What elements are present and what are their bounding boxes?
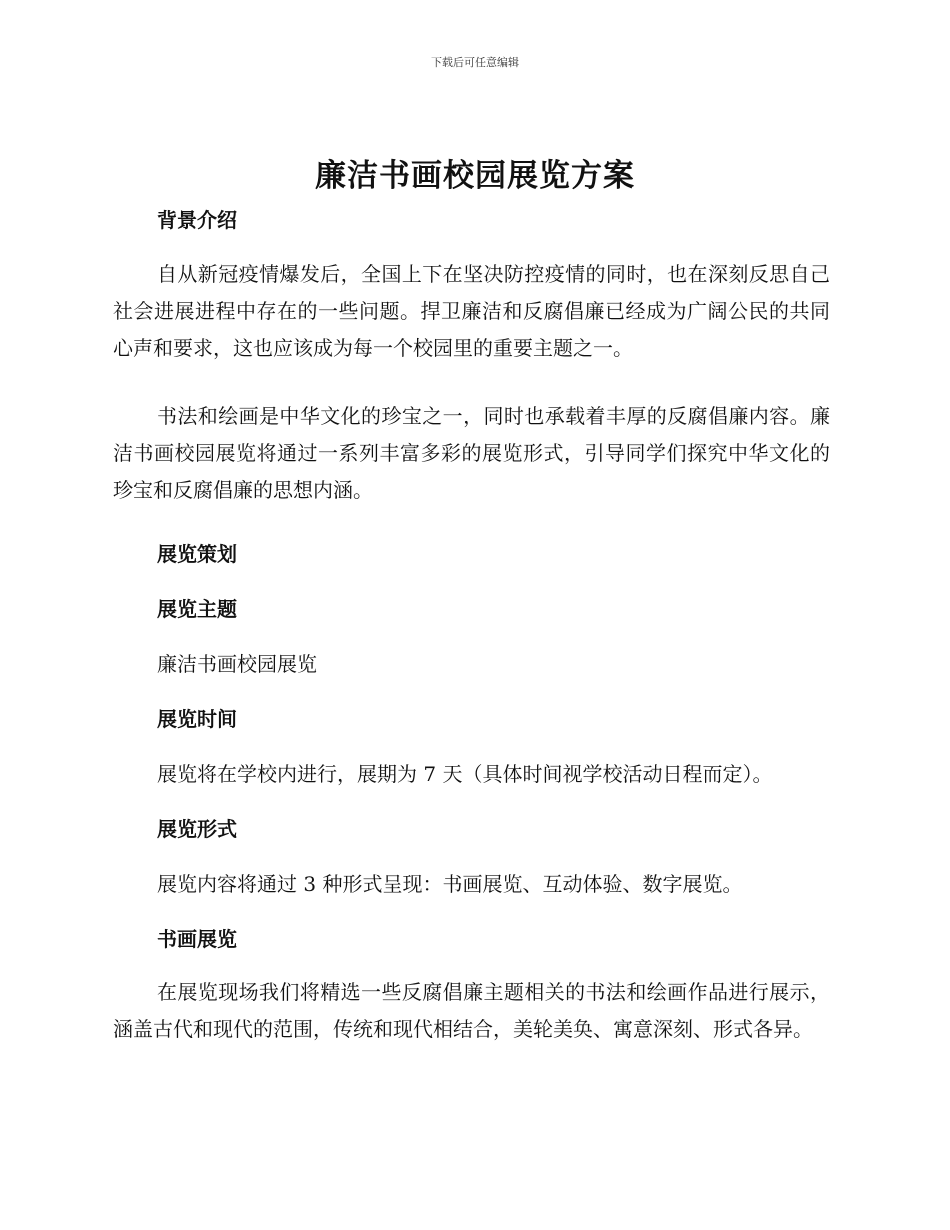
form-text: 展览内容将通过 3 种形式呈现：书画展览、互动体验、数字展览。 — [157, 872, 743, 896]
section-heading-form: 展览形式 — [157, 817, 237, 841]
theme-text: 廉洁书画校园展览 — [157, 652, 317, 676]
paragraph-background-1: 自从新冠疫情爆发后，全国上下在坚决防控疫情的同时，也在深刻反思自己社会进展进程中存在的一些问题。捍卫廉洁和反腐倡廉已经成为广阔公民的共同心声和要求，这也应该成为每一个校园里的重要主题之一。 — [113, 262, 830, 360]
time-text: 展览将在学校内进行，展期为 7 天（具体时间视学校活动日程而定）。 — [157, 762, 773, 786]
paragraph-calligraphy: 在展览现场我们将精选一些反腐倡廉主题相关的书法和绘画作品进行展示，涵盖古代和现代的范围，传统和现代相结合，美轮美奂、寓意深刻、形式各异。 — [113, 980, 830, 1041]
document-title: 廉洁书画校园展览方案 — [315, 158, 635, 194]
header-note: 下载后可任意编辑 — [431, 56, 519, 69]
section-heading-planning: 展览策划 — [157, 542, 237, 566]
section-heading-background: 背景介绍 — [157, 208, 237, 232]
section-heading-theme: 展览主题 — [157, 597, 237, 621]
section-heading-time: 展览时间 — [157, 707, 237, 731]
paragraph-background-2: 书法和绘画是中华文化的珍宝之一，同时也承载着丰厚的反腐倡廉内容。廉洁书画校园展览将通过一系列丰富多彩的展览形式，引导同学们探究中华文化的珍宝和反腐倡廉的思想内涵。 — [113, 404, 830, 502]
section-heading-calligraphy: 书画展览 — [157, 927, 237, 951]
